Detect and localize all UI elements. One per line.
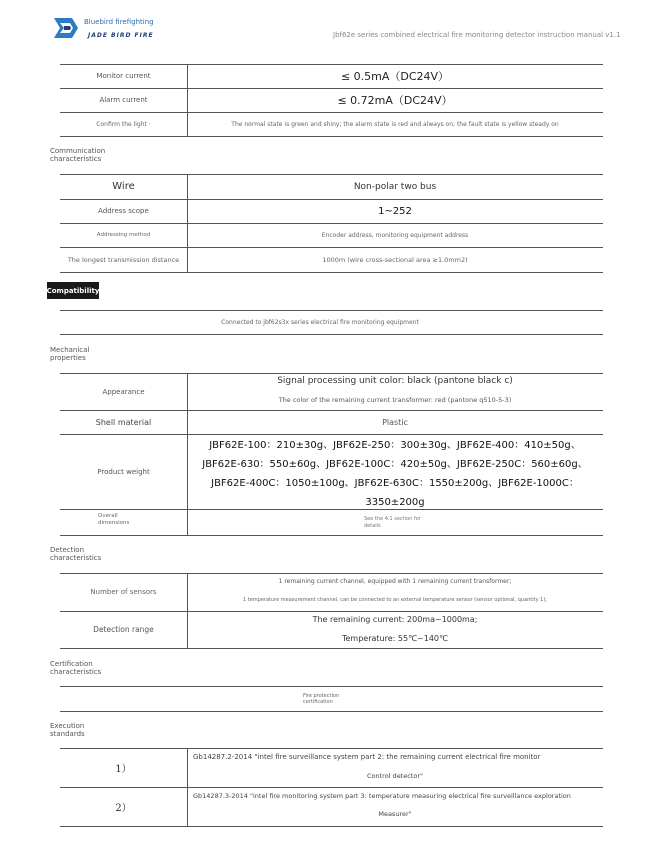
section-execution: Execution standards	[50, 722, 85, 738]
value-address-scope: 1~252	[378, 205, 412, 217]
weight-line: JBF62E-100：210±30g、JBF62E-250：300±30g、JBF62E-400：410±50g、	[209, 440, 581, 451]
label-alarm-current: Alarm current	[99, 96, 148, 104]
section-communication: Communication characteristics	[50, 147, 106, 163]
value-range-line2: Temperature: 55℃~140℃	[341, 634, 449, 643]
weight-line: 3350±200g	[365, 497, 425, 508]
value-addressing-method: Encoder address, monitoring equipment address	[321, 231, 469, 239]
weight-line: JBF62E-630：550±60g、JBF62E-100C：420±50g、JBF62E-250C：560±60g、	[202, 459, 588, 470]
label-addressing-method: Addressing method	[96, 232, 151, 238]
value-monitor-current: ≤ 0.5mA（DC24V）	[340, 70, 450, 83]
value-certification: Fire protection certification	[303, 693, 340, 705]
section-certification: Certification characteristics	[50, 660, 102, 676]
label-product-weight: Product weight	[97, 467, 150, 476]
label-appearance: Appearance	[102, 387, 145, 396]
label-shell-material: Shell material	[95, 417, 152, 427]
value-transmission-distance: 1000m (wire cross-sectional area ≥1.0mm2)	[322, 255, 468, 264]
brand-chinese-name: Bluebird firefighting	[84, 18, 154, 26]
value-appearance-line1: Signal processing unit color: black (pantone black c)	[277, 376, 513, 386]
value-product-weight	[187, 436, 603, 512]
weight-line: JBF62E-400C：1050±100g、JBF62E-630C：1550±200g、JBF62E-1000C：	[211, 478, 579, 489]
bird-logo-icon	[52, 16, 80, 40]
execution-standard-line: Measurer"	[378, 810, 412, 818]
value-wire: Non-polar two bus	[353, 181, 437, 192]
execution-standard-line: Gb14287.3-2014 "intel fire monitoring system part 3: temperature measuring electrical fire surveillance exploration	[193, 792, 571, 800]
value-confirm-light: The normal state is green and shiny; the alarm state is red and always on; the fault state is yellow steady on	[231, 120, 559, 128]
label-confirm-light: Confirm the light ·	[96, 120, 151, 128]
value-compatibility: Connected to jbf62s3x series electrical fire monitoring equipment	[221, 318, 419, 326]
label-detection-range: Detection range	[93, 625, 154, 634]
label-transmission-distance: The longest transmission distance	[67, 255, 180, 264]
label-address-scope: Address scope	[98, 207, 149, 215]
brand-english-name: JADE BIRD FIRE	[88, 32, 154, 39]
value-sensors-line1: 1 remaining current channel, equipped with 1 remaining current transformer;	[278, 578, 512, 585]
section-detection: Detection characteristics	[50, 546, 102, 562]
label-wire: Wire	[112, 181, 135, 192]
execution-standard-line: Control detector"	[367, 772, 423, 780]
value-overall-dimensions: See the 4.1 section for details	[364, 516, 421, 529]
execution-standard-line: Gb14287.2-2014 "intel fire surveillance system part 2: the remaining current electrical fire monitor	[193, 753, 541, 761]
value-alarm-current: ≤ 0.72mA（DC24V）	[337, 94, 453, 107]
document-title: Jbf62e series combined electrical fire monitoring detector instruction manual v1.1	[333, 31, 621, 39]
value-shell-material: Plastic	[382, 417, 408, 427]
label-number-of-sensors: Number of sensors	[90, 588, 157, 596]
section-mechanical: Mechanical properties	[50, 346, 90, 362]
value-range-line1: The remaining current: 200ma~1000ma;	[312, 615, 478, 624]
execution-row-number: 1）	[115, 764, 132, 775]
section-compatibility: Compatibility	[47, 282, 99, 299]
label-monitor-current: Monitor current	[96, 72, 151, 80]
value-sensors-line2: 1 temperature measurement channel, can be connected to an external temperature sensor (sensor optional, quantity 1);	[243, 597, 547, 603]
execution-row-number: 2）	[115, 803, 132, 814]
label-overall-dimensions: Overall dimensions	[98, 513, 130, 526]
value-appearance-line2: The color of the remaining current transformer: red (pantone q510-5-3)	[278, 396, 512, 404]
